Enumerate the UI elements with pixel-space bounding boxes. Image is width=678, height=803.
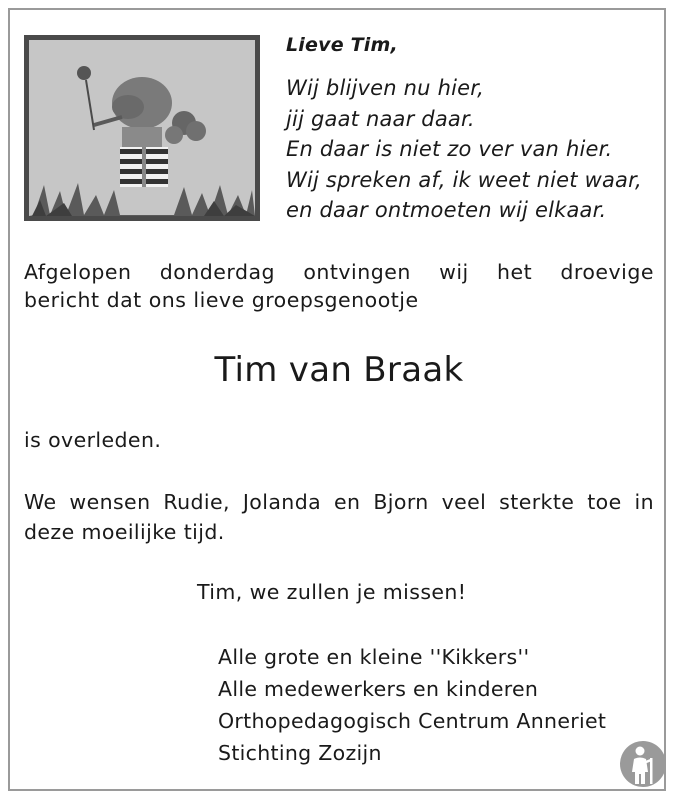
- poem-line: En daar is niet zo ver van hier.: [286, 137, 613, 161]
- poem-line: Wij spreken af, ik weet niet waar,: [286, 167, 642, 192]
- wish-line: deze moeilijke tijd.: [24, 520, 225, 544]
- signer-line: Stichting Zozijn: [218, 741, 382, 765]
- deceased-name: Tim van Braak: [214, 350, 464, 390]
- wish-paragraph: [24, 487, 654, 547]
- signer-line: Alle medewerkers en kinderen: [218, 677, 539, 701]
- poem: [286, 30, 656, 226]
- signer-line: Alle grote en kleine ''Kikkers'': [218, 645, 530, 669]
- wish-line: We wensen Rudie, Jolanda en Bjorn veel sterkte toe in: [24, 490, 654, 514]
- intro-paragraph: [24, 258, 654, 314]
- child-drawing-illustration: [24, 35, 260, 221]
- signer-line: Orthopedagogisch Centrum Anneriet: [218, 709, 607, 733]
- poem-line: Wij blijven nu hier,: [286, 76, 485, 100]
- poem-greeting: Lieve Tim,: [286, 34, 398, 56]
- intro-line: Afgelopen donderdag ontvingen wij het droevige: [24, 260, 654, 284]
- poem-line: jij gaat naar daar.: [286, 106, 475, 131]
- signers-list: [218, 641, 606, 769]
- poem-line: en daar ontmoeten wij elkaar.: [286, 198, 607, 222]
- intro-line: bericht dat ons lieve groepsgenootje: [24, 288, 419, 312]
- farewell-text: Tim, we zullen je missen!: [197, 580, 467, 604]
- passed-text: is overleden.: [24, 428, 162, 452]
- memorial-figure-icon: [619, 740, 667, 788]
